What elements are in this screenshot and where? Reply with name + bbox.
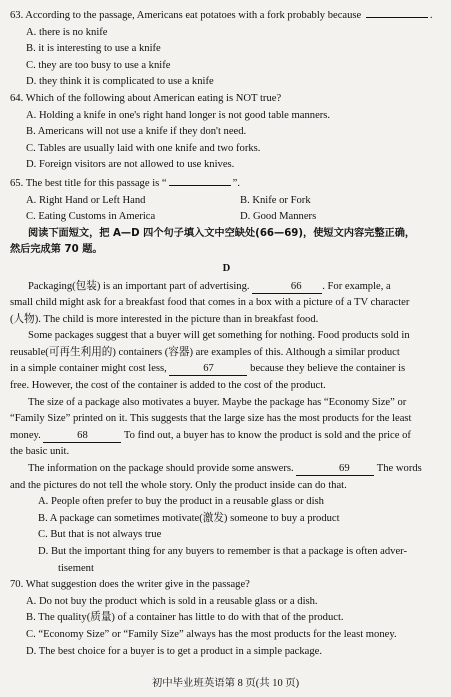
question-64-stem: 64. Which of the following about American eating is NOT true? xyxy=(10,92,282,104)
question-70-option-b: B. The quality(质量) of a container has little to do with that of the product. xyxy=(26,612,344,624)
passage-p3-line-4: the basic unit. xyxy=(10,446,70,458)
section-heading: D xyxy=(222,262,231,274)
passage-p1-line-1 xyxy=(10,279,443,296)
instruction-line-2: 然后完成第 70 题。 xyxy=(10,244,103,256)
choice-d: D. But the important thing for any buyers to remember is that a package is often adver- xyxy=(38,546,407,557)
question-63-option-b: B. it is interesting to use a knife xyxy=(26,43,161,55)
answer-blank xyxy=(169,174,231,186)
passage-text: The information on the package should provide some answers. xyxy=(28,463,294,475)
choice-b: B. A package can sometimes motivate(激发) someone to buy a product xyxy=(38,512,340,524)
passage-text: in a simple container might cost less, xyxy=(10,363,167,375)
passage-text: money. xyxy=(10,429,41,441)
passage-p1-line-2: small child might ask for a breakfast food that comes in a box with a picture of a TV character xyxy=(10,297,410,309)
blank-68: 68 xyxy=(43,430,121,443)
choice-d-continued: tisement xyxy=(58,562,94,574)
passage-p2-line-3 xyxy=(10,361,443,378)
question-65-end: ”. xyxy=(232,177,240,189)
question-63-option-d: D. they think it is complicated to use a knife xyxy=(26,76,214,88)
question-63-text: 63. According to the passage, Americans eat potatoes with a fork probably because xyxy=(10,10,362,21)
question-70-stem: 70. What suggestion does the writer give in the passage? xyxy=(10,579,250,591)
choice-c: C. But that is not always true xyxy=(38,529,162,541)
question-70-option-c: C. “Economy Size” or “Family Size” always has the most products for the least money. xyxy=(26,628,397,640)
question-63-end: . xyxy=(429,10,433,21)
passage-p3-line-2: “Family Size” printed on it. This suggests that the large size has the most products for the least xyxy=(10,413,412,425)
passage-p1-line-3: (人物). The child is more interested in the picture than in breakfast food. xyxy=(10,313,319,325)
question-63-option-c: C. they are too busy to use a knife xyxy=(26,59,171,71)
passage-p3-line-3 xyxy=(10,428,443,445)
question-64-option-d: D. Foreign visitors are not allowed to use knives. xyxy=(26,159,235,171)
passage-text: To find out, a buyer has to know the product is sold and the price of xyxy=(123,429,411,441)
question-65-text: 65. The best title for this passage is “ xyxy=(10,177,167,189)
instruction-line-1: 阅读下面短文，把 A—D 四个句子填入文中空缺处(66—69)，使短文内容完整正确， xyxy=(28,227,416,239)
page-footer: 初中毕业班英语第 8 页(共 10 页) xyxy=(151,678,300,690)
passage-p2-line-1: Some packages suggest that a buyer will get something for nothing. Food products sold in xyxy=(28,330,410,342)
question-65-stem xyxy=(10,174,443,193)
question-65-options-row-1 xyxy=(10,193,443,210)
answer-blank xyxy=(366,6,428,18)
question-65-option-a: A. Right Hand or Left Hand xyxy=(26,194,146,206)
question-64-option-a: A. Holding a knife in one's right hand longer is not good table manners. xyxy=(26,109,331,121)
passage-p2-line-2: reusable(可再生利用的) containers (容器) are examples of this. Although a similar product xyxy=(10,346,400,358)
question-65-option-d: D. Good Manners xyxy=(240,211,317,223)
passage-p2-line-4: free. However, the cost of the container is added to the cost of the product. xyxy=(10,380,326,392)
question-70-option-d: D. The best choice for a buyer is to get a product in a simple package. xyxy=(26,645,323,657)
choice-a: A. People often prefer to buy the product in a reusable glass or dish xyxy=(38,496,324,508)
blank-67: 67 xyxy=(169,363,247,376)
question-65-option-c: C. Eating Customs in America xyxy=(26,211,156,223)
blank-66: 66 xyxy=(252,281,322,294)
question-64-option-c: C. Tables are usually laid with one knife and two forks. xyxy=(26,142,261,154)
passage-p3-line-1: The size of a package also motivates a buyer. Maybe the package has “Economy Size” or xyxy=(28,396,407,408)
passage-text: The words xyxy=(376,463,422,475)
question-63-stem xyxy=(10,6,443,25)
passage-p4-line-2: and the pictures do not tell the whole story. Only the product inside can do that. xyxy=(10,479,347,491)
passage-p4-line-1 xyxy=(10,461,443,478)
question-70-option-a: A. Do not buy the product which is sold in a reusable glass or a dish. xyxy=(26,595,318,607)
passage-text: . For example, a xyxy=(322,280,391,292)
question-65-option-b: B. Knife or Fork xyxy=(240,194,311,206)
passage-text: Packaging(包装) is an important part of advertising. xyxy=(28,280,250,292)
question-63-option-a: A. there is no knife xyxy=(26,26,108,38)
passage-text: because they believe the container is xyxy=(250,363,406,375)
question-64-option-b: B. Americans will not use a knife if they don't need. xyxy=(26,126,247,138)
blank-69: 69 xyxy=(296,463,374,476)
question-65-options-row-2 xyxy=(10,209,443,226)
